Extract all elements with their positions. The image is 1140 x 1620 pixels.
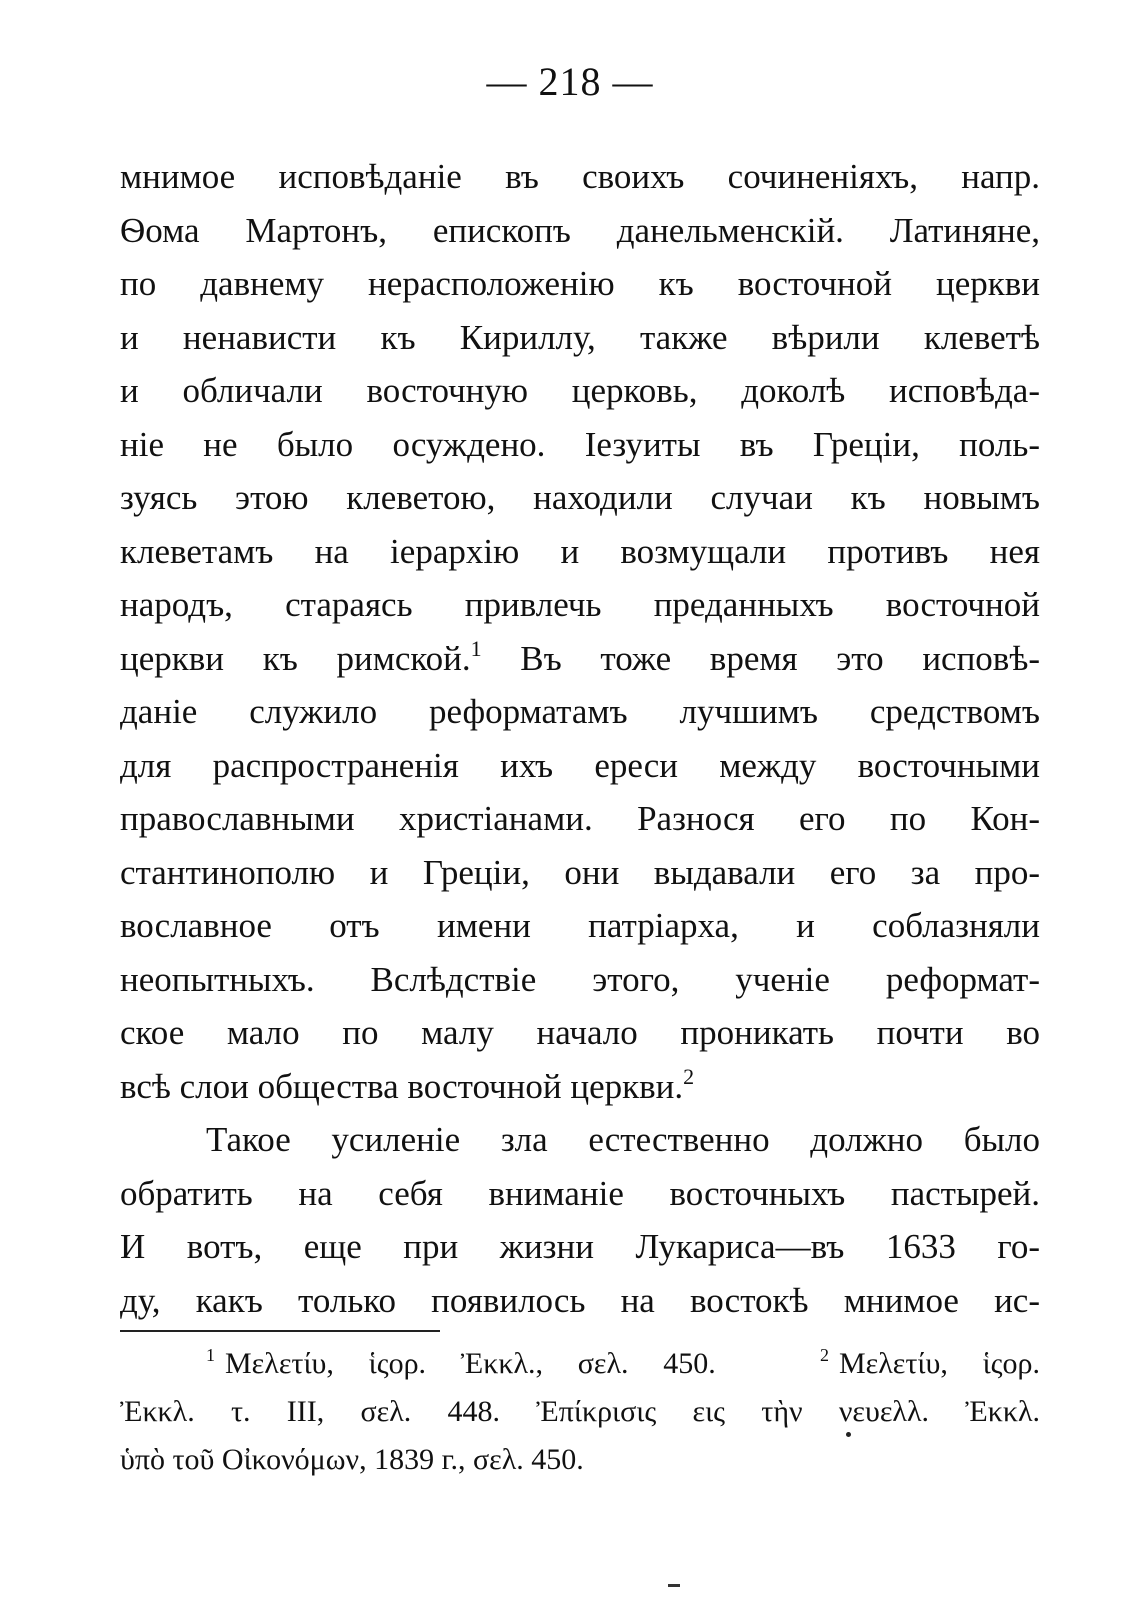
- footnote-line: Ἐκκλ. τ. III, σελ. 448. Ἐπίκρισις εις τὴν νευελλ. Ἐκκλ.: [120, 1395, 1040, 1428]
- footnote-ref-2[interactable]: 2: [683, 1063, 695, 1089]
- text-line: зуясь этою клеветою, находили случаи къ новымъ: [120, 478, 1040, 517]
- footnote-ref-1[interactable]: 1: [470, 635, 482, 661]
- text-line: и ненависти къ Кириллу, также вѣрили клеветѣ: [120, 317, 1040, 357]
- text-line: даніе служило реформатамъ лучшимъ средствомъ: [120, 692, 1040, 731]
- text-line: народъ, стараясь привлечь преданныхъ восточной: [120, 585, 1040, 624]
- text-line: ніе не было осуждено. Іезуиты въ Греціи, поль-: [120, 424, 1040, 464]
- text-line: мнимое исповѣданіе въ своихъ сочиненіяхъ, напр.: [120, 157, 1040, 196]
- print-speck: [668, 1584, 680, 1587]
- text-line: вославное отъ имени патріарха, и соблазняли: [120, 906, 1040, 945]
- footnotes: [120, 1340, 1040, 1484]
- text-line: клеветамъ на іерархію и возмущали противъ нея: [120, 531, 1040, 571]
- text-line: стантинополю и Греціи, они выдавали его за про-: [120, 852, 1040, 892]
- footnote-text-1: Μελετίυ, ἱςορ. Ἐκκλ., σελ. 450.: [225, 1347, 716, 1380]
- text-line: для распространенія ихъ ереси между восточными: [120, 745, 1040, 785]
- footnote-mark-1: 1: [206, 1345, 215, 1365]
- body-text: [120, 150, 1040, 1327]
- text-line: [120, 632, 1040, 686]
- footnote-divider: [120, 1330, 440, 1332]
- footnote-line: ὑπὸ τοῦ Οἰκονόμων, 1839 г., σελ. 450.: [120, 1443, 584, 1476]
- text-line: ское мало по малу начало проникать почти во: [120, 1013, 1040, 1052]
- footnote-text-2: Μελετίυ, ἱςορ.: [838, 1347, 1040, 1380]
- text-fragment: Въ тоже время это исповѣ-: [481, 638, 1040, 678]
- text-line: православными христіанами. Разнося его по Кон-: [120, 799, 1040, 838]
- print-speck: [846, 1432, 851, 1437]
- text-fragment: церкви къ римской.: [120, 638, 471, 678]
- text-line: и обличали восточную церковь, доколѣ исповѣда-: [120, 371, 1040, 410]
- text-line: Такое усиленіе зла естественно должно было: [206, 1120, 1040, 1159]
- text-line: [120, 1060, 1040, 1114]
- page-number: — 218 —: [486, 59, 654, 104]
- text-line: неопытныхъ. Вслѣдствіе этого, ученіе реформат-: [120, 959, 1040, 999]
- text-fragment: всѣ слои общества восточной церкви.: [120, 1066, 684, 1106]
- text-line: И вотъ, еще при жизни Лукариса—въ 1633 го-: [120, 1227, 1040, 1266]
- footnote-line: [120, 1340, 1040, 1388]
- text-line: по давнему нерасположенію къ восточной церкви: [120, 264, 1040, 303]
- footnote-mark-2: 2: [819, 1345, 829, 1365]
- text-line: Ѳома Мартонъ, епископъ данельменскій. Латиняне,: [120, 210, 1040, 250]
- text-line: ду, какъ только появилось на востокѣ мнимое ис-: [120, 1280, 1040, 1320]
- text-line: обратить на себя вниманіе восточныхъ пастырей.: [120, 1173, 1040, 1213]
